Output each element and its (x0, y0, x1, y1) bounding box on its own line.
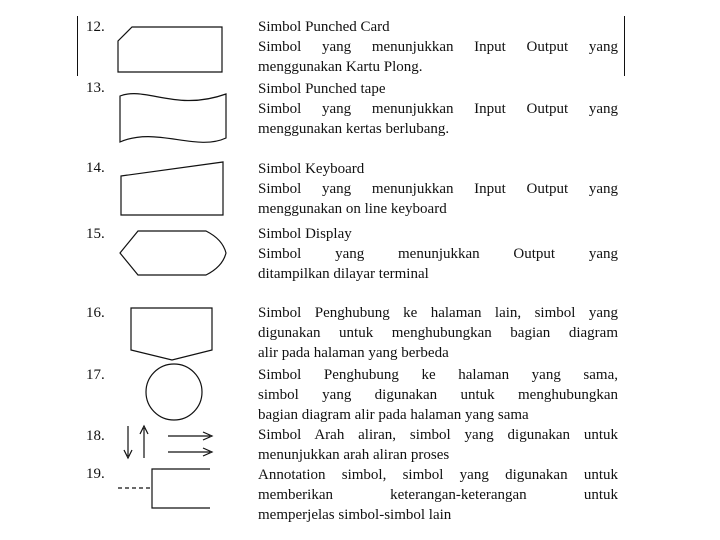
display-icon (118, 229, 230, 279)
flow-direction-arrows-icon (120, 422, 220, 462)
item-number: 14. (86, 160, 105, 176)
item-title: Simbol Display (258, 226, 352, 242)
item-description (258, 365, 618, 425)
off-page-connector-icon (128, 306, 216, 362)
item-text-line: Simbol Arah aliran, simbol yang digunakan untuk (258, 427, 618, 443)
item-title: Simbol Punched Card (258, 19, 390, 35)
item-title: Simbol Keyboard (258, 161, 365, 177)
item-text-line: Simbol Penghubung ke halaman lain, simbol yang (258, 305, 618, 321)
item-description (258, 79, 618, 139)
left-border-line (77, 16, 78, 76)
item-text-line: Simbol yang menunjukkan Output yang (258, 246, 618, 262)
item-number: 16. (86, 305, 105, 321)
item-text-line: Annotation simbol, simbol yang digunakan untuk (258, 467, 618, 483)
item-number: 15. (86, 226, 105, 242)
item-text-line: simbol yang digunakan untuk menghubungkan (258, 387, 618, 403)
punched-card-icon (116, 26, 226, 76)
item-text-line: memberikan keterangan-keterangan untuk (258, 487, 618, 503)
item-text-line: alir pada halaman yang berbeda (258, 345, 449, 361)
annotation-icon (116, 466, 216, 512)
item-text-line: Simbol yang menunjukkan Input Output yang (258, 39, 618, 55)
item-title: Simbol Punched tape (258, 81, 386, 97)
item-text-line: Simbol Penghubung ke halaman yang sama, (258, 367, 618, 383)
item-number: 19. (86, 466, 105, 482)
item-description (258, 465, 618, 525)
item-number: 13. (86, 80, 105, 96)
item-number: 17. (86, 367, 105, 383)
item-number: 12. (86, 19, 105, 35)
keyboard-icon (118, 160, 228, 220)
punched-tape-icon (116, 90, 231, 150)
item-text-line: ditampilkan dilayar terminal (258, 266, 429, 282)
item-text-line: Simbol yang menunjukkan Input Output yang (258, 181, 618, 197)
item-description (258, 425, 618, 465)
item-text-line: digunakan untuk menghubungkan bagian diagram (258, 325, 618, 341)
item-text-line: Simbol yang menunjukkan Input Output yang (258, 101, 618, 117)
item-description (258, 303, 618, 363)
item-text-line: bagian diagram alir pada halaman yang sama (258, 407, 529, 423)
on-page-connector-icon (143, 361, 205, 423)
item-text-line: menggunakan Kartu Plong. (258, 59, 423, 75)
item-description (258, 17, 618, 77)
item-description (258, 224, 618, 284)
item-number: 18. (86, 428, 105, 444)
item-text-line: memperjelas simbol-simbol lain (258, 507, 452, 523)
item-text-line: menunjukkan arah aliran proses (258, 447, 450, 463)
right-border-line (624, 16, 625, 76)
item-text-line: menggunakan on line keyboard (258, 201, 447, 217)
item-text-line: menggunakan kertas berlubang. (258, 121, 450, 137)
item-description (258, 159, 618, 219)
